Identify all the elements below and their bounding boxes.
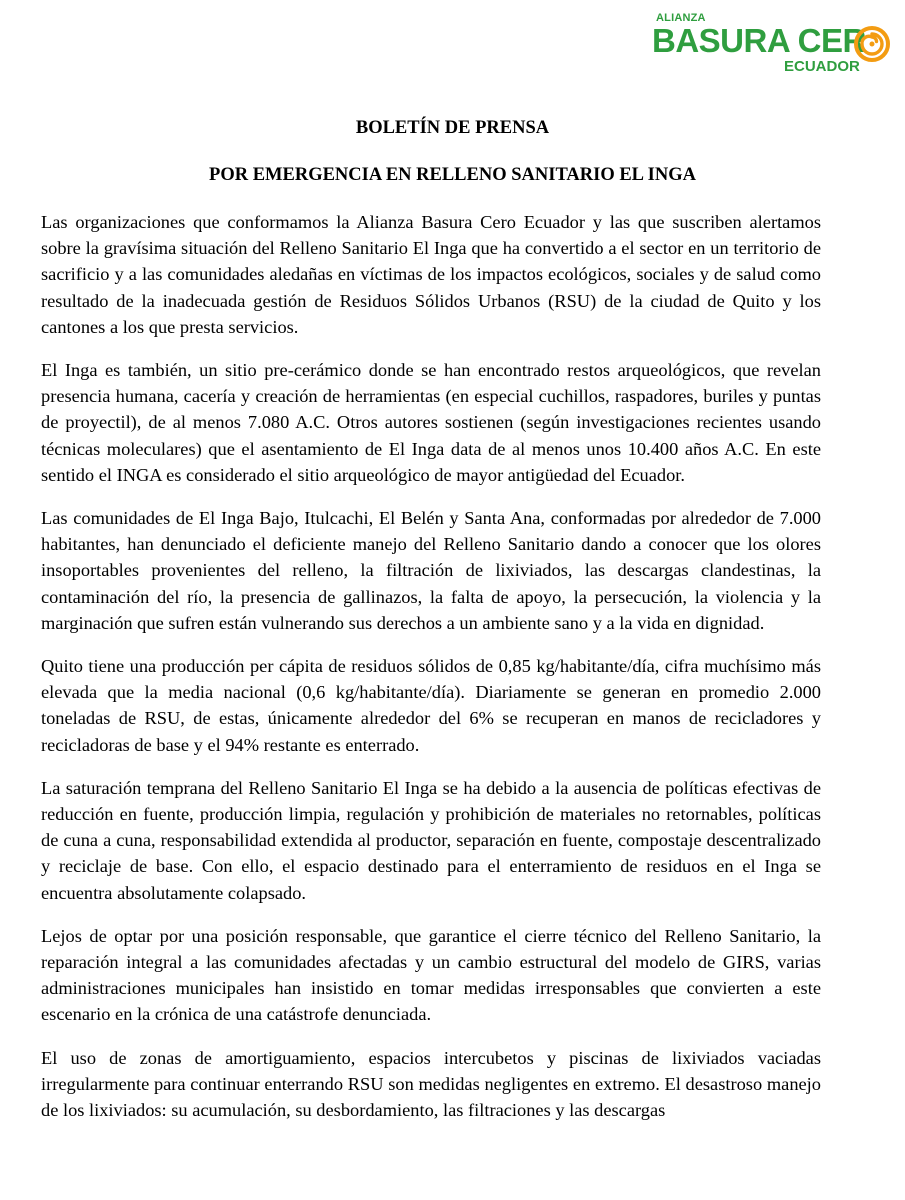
paragraph: El Inga es también, un sitio pre-cerámico donde se han encontrado restos arqueológicos, que revelan presencia humana, cacería y creación de herramientas (en especial cuchillos, raspadores, buriles y puntas de proyectil), de al menos 7.080 A.C. Otros autores sostienen (según investigaciones recientes usando técnicas moleculares) que el asentamiento de El Inga data de al menos unos 10.400 años A.C. En este sentido el INGA es considerado el sitio arqueológico de mayor antigüedad del Ecuador.	[41, 360, 821, 485]
document-subtitle: POR EMERGENCIA EN RELLENO SANITARIO EL INGA	[209, 165, 696, 185]
paragraph: El uso de zonas de amortiguamiento, espacios intercubetos y piscinas de lixiviados vaciadas irregularmente para continuar enterrando RSU son medidas negligentes en extremo. El desastroso manejo de los lixiviados: su acumulación, su desbordamiento, las filtraciones y las descargas	[41, 1047, 821, 1121]
logo-text-alianza: ALIANZA	[656, 12, 706, 24]
paragraph: Lejos de optar por una posición responsable, que garantice el cierre técnico del Relleno Sanitario, la reparación integral a las comunidades afectadas y un cambio estructural del modelo de GIRS, varias administraciones municipales han insistido en tomar medidas irresponsables que convierten a este escenario en la crónica de una catástrofe denunciada.	[41, 925, 821, 1025]
paragraph: Las comunidades de El Inga Bajo, Itulcachi, El Belén y Santa Ana, conformadas por alrededor de 7.000 habitantes, han denunciado el deficiente manejo del Relleno Sanitario dando a conocer que los olores insoportables provenientes del relleno, la filtración de lixiviados, las descargas clandestinas, la contaminación del río, la presencia de gallinazos, la falta de apoyo, la persecución, la violencia y la marginación que sufren están vulnerando sus derechos a un ambiente sano y a la vida en dignidad.	[41, 508, 821, 633]
spiral-icon	[854, 26, 890, 62]
logo-text-ecuador: ECUADOR	[784, 58, 860, 75]
document-body	[41, 209, 821, 1140]
paragraph: Quito tiene una producción per cápita de residuos sólidos de 0,85 kg/habitante/día, cifra muchísimo más elevada que la media nacional (0,6 kg/habitante/día). Diariamente se generan en promedio 2.000 toneladas de RSU, de estas, únicamente alrededor del 6% se recuperan en manos de recicladores y recicladoras de base y el 94% restante es enterrado.	[41, 656, 821, 755]
logo-text-basura-cero: BASURA CER	[652, 22, 866, 59]
paragraph: Las organizaciones que conformamos la Alianza Basura Cero Ecuador y las que suscriben alertamos sobre la gravísima situación del Relleno Sanitario El Inga que ha convertido a el sector en un territorio de sacrificio y a las comunidades aledañas en víctimas de los impactos ecológicos, sociales y de salud como resultado de la inadecuada gestión de Residuos Sólidos Urbanos (RSU) de la ciudad de Quito y los cantones a los que presta servicios.	[41, 212, 821, 337]
document-title: BOLETÍN DE PRENSA	[355, 118, 550, 138]
paragraph: La saturación temprana del Relleno Sanitario El Inga se ha debido a la ausencia de políticas efectivas de reducción en fuente, producción limpia, regulación y prohibición de materiales no retornables, políticas de cuna a cuna, responsabilidad extendida al productor, separación en fuente, compostaje descentralizado y reciclaje de base. Con ello, el espacio destinado para el enterramiento de residuos en el Inga se encuentra absolutamente colapsado.	[41, 777, 821, 903]
alianza-basura-cero-logo	[652, 12, 897, 76]
